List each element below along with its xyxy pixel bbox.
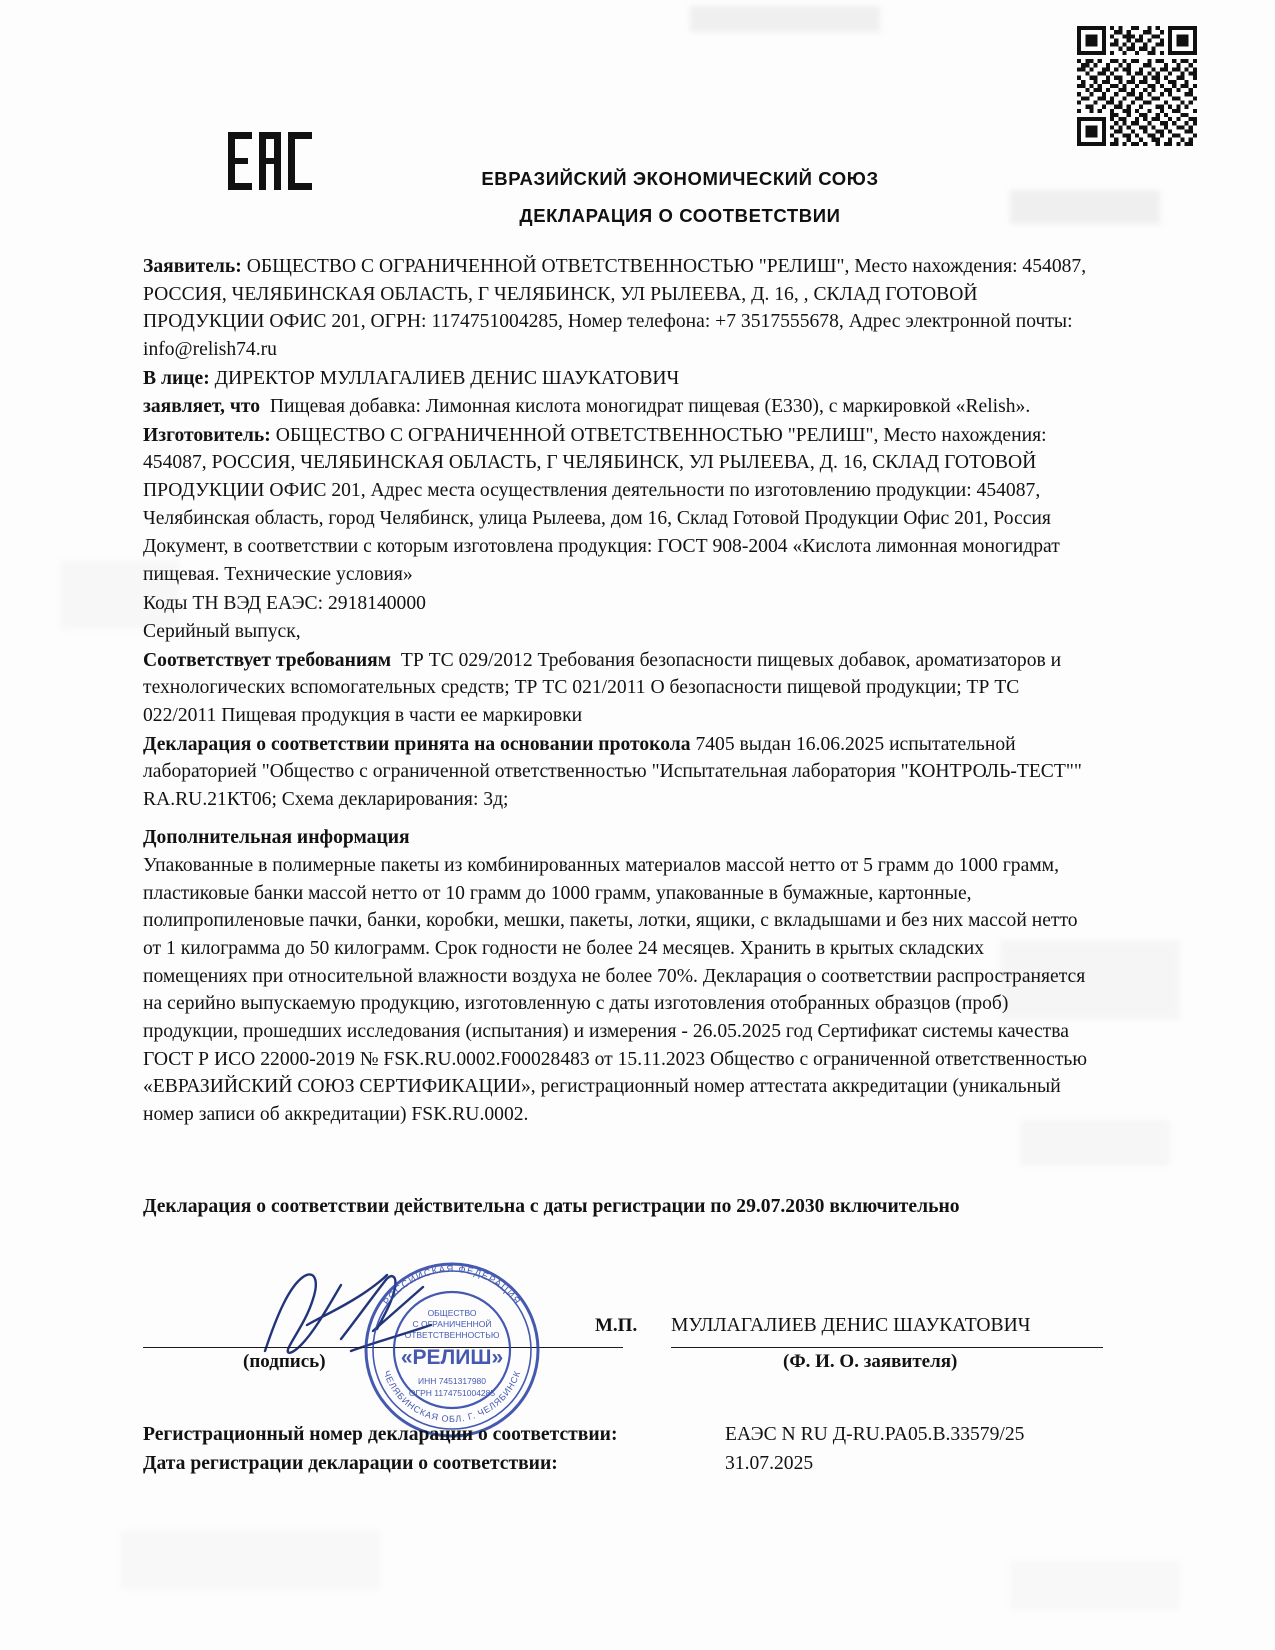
conformity-value: ТР ТС 029/2012 Требования безопасности пищевых добавок, ароматизаторов и технологических вспомогательных средств; ТР ТС 021/2011 О безопасности пищевой продукции; ТР ТС 022/2011 Пищевая продукция в части ее маркировки [143, 649, 1062, 726]
registration-date-value: 31.07.2025 [725, 1453, 814, 1475]
registration-date-row [143, 1449, 1103, 1478]
scan-artifact [1010, 1560, 1180, 1610]
declaration-body [143, 253, 1093, 1129]
registration-date-label: Дата регистрации декларации о соответствии: [143, 1453, 558, 1475]
representative-value: ДИРЕКТОР МУЛЛАГАЛИЕВ ДЕНИС ШАУКАТОВИЧ [214, 367, 680, 389]
signature-caption: (подпись) [243, 1351, 326, 1372]
registration-number-value: ЕАЭС N RU Д-RU.PA05.B.33579/25 [725, 1424, 1025, 1445]
applicant-value: ОБЩЕСТВО С ОГРАНИЧЕННОЙ ОТВЕТСТВЕННОСТЬЮ "РЕЛИШ", Место нахождения: 454087, РОССИЯ, ЧЕЛЯБИНСКАЯ ОБЛАСТЬ, Г ЧЕЛЯБИНСК, УЛ РЫЛЕЕВА, Д. 16, , СКЛАД ГОТОВОЙ ПРОДУКЦИИ ОФИС 201, ОГРН: 1174751004285, Номер телефона: +7 3517555678, Адрес электронной почты: info@relish74.ru [143, 256, 1087, 360]
svg-text:РОССИЙСКАЯ ФЕДЕРАЦИЯ [381, 1264, 522, 1307]
registration-number-label: Регистрационный номер декларации о соответствии: [143, 1424, 618, 1445]
conformity-paragraph [143, 647, 1093, 730]
representative-paragraph [143, 365, 1093, 393]
registration-number-row [143, 1420, 1103, 1449]
tn-ved-codes: Коды ТН ВЭД ЕАЭС: 2918140000 [143, 592, 426, 614]
scan-artifact [1010, 190, 1160, 224]
manufacturer-paragraph [143, 422, 1093, 533]
declares-label: заявляет, что [143, 396, 261, 418]
qr-code [1077, 26, 1197, 146]
signature-block [143, 1255, 1093, 1415]
registration-footer [143, 1420, 1103, 1479]
basis-label: Декларация о соответствии принята на основании протокола [143, 733, 691, 755]
stamp-line-1: ОБЩЕСТВО [427, 1308, 477, 1318]
seal-place-label: М.П. [595, 1315, 638, 1336]
validity-statement: Декларация о соответствии действительна с даты регистрации по 29.07.2030 включительно [143, 1196, 960, 1217]
stamp-line-3: ОТВЕТСТВЕННОСТЬЮ [404, 1330, 500, 1340]
applicant-label: Заявитель: [143, 256, 242, 277]
stamp-line-2: С ОГРАНИЧЕННОЙ [412, 1319, 492, 1329]
signature-rule-right [671, 1347, 1103, 1348]
stamp-ogrn: ОГРН 1174751004285 [408, 1388, 496, 1398]
standard-document: Документ, в соответствии с которым изготовлена продукция: ГОСТ 908-2004 «Кислота лимонная моногидрат пищевая. Технические условия» [143, 536, 1060, 585]
applicant-paragraph [143, 253, 1093, 364]
manufacturer-label: Изготовитель: [143, 424, 271, 446]
stamp-bottom-text: ЧЕЛЯБИНСКАЯ ОБЛ. Г. ЧЕЛЯБИНСК [381, 1369, 523, 1425]
scan-artifact [120, 1530, 380, 1590]
scan-artifact [690, 6, 880, 32]
conformity-label: Соответствует требованиям [143, 649, 392, 671]
declares-value: Пищевая добавка: Лимонная кислота моногидрат пищевая (Е330), с маркировкой «Relish». [269, 396, 1031, 418]
additional-info-text: Упакованные в полимерные пакеты из комбинированных материалов массой нетто от 5 грамм до 1000 грамм, пластиковые банки массой нетто от 10 грамм до 1000 грамм, упакованные в бумажные, картонные, полипропиленовые пачки, банки, коробки, мешки, пакеты, лотки, ящики, с вкладышами и без них массой нетто от 1 килограмма до 50 килограмм. Срок годности не более 24 месяцев. Хранить в крытых складских помещениях при относительной влажности воздуха не более 70%. Декларация о соответствии распространяется на серийно выпускаемую продукцию, изготовленную с даты изготовления отобранных образцов (проб) продукции, прошедших исследования (испытания) и измерения - 26.05.2025 год Сертификат системы качества ГОСТ Р ИСО 22000-2019 № FSK.RU.0002.F00028483 от 15.11.2023 Общество с ограниченной ответственностью «ЕВРАЗИЙСКИЙ СОЮЗ СЕРТИФИКАЦИИ», регистрационный номер аттестата аккредитации (уникальный номер записи об аккредитации) FSK.RU.0002. [143, 855, 1087, 1125]
signer-name: МУЛЛАГАЛИЕВ ДЕНИС ШАУКАТОВИЧ [671, 1315, 1031, 1336]
manufacturer-value: ОБЩЕСТВО С ОГРАНИЧЕННОЙ ОТВЕТСТВЕННОСТЬЮ "РЕЛИШ", Место нахождения: 454087, РОССИЯ, ЧЕЛЯБИНСКАЯ ОБЛАСТЬ, Г ЧЕЛЯБИНСК, УЛ РЫЛЕЕВА, Д. 16, СКЛАД ГОТОВОЙ ПРОДУКЦИИ ОФИС 201, Адрес места осуществления деятельности по изготовлению продукции: 454087, Челябинская область, город Челябинск, улица Рылеева, дом 16, Склад Готовой Продукции Офис 201, Россия [143, 424, 1051, 529]
additional-info-title: Дополнительная информация [143, 826, 410, 848]
eac-mark-icon [226, 130, 316, 192]
serial-release: Серийный выпуск, [143, 621, 301, 643]
header-title-union: ЕВРАЗИЙСКИЙ ЭКОНОМИЧЕСКИЙ СОЮЗ [481, 168, 879, 189]
basis-paragraph [143, 731, 1093, 814]
header-title-declaration: ДЕКЛАРАЦИЯ О СООТВЕТСТВИИ [519, 205, 841, 226]
declares-paragraph [143, 393, 1093, 421]
representative-label: В лице: [143, 367, 210, 389]
stamp-top-text: РОССИЙСКАЯ ФЕДЕРАЦИЯ [381, 1263, 523, 1308]
stamp-inn: ИНН 7451317980 [417, 1376, 487, 1386]
spacer [143, 815, 1093, 824]
stamp-company-name: «РЕЛИШ» [400, 1346, 504, 1369]
signer-name-caption: (Ф. И. О. заявителя) [783, 1351, 958, 1372]
basis-value: 7405 выдан 16.06.2025 испытательной лабораторией "Общество с ограниченной ответственностью "Испытательная лаборатория "КОНТРОЛЬ-ТЕСТ"" RA.RU.21КТ06; Схема декларирования: 3д; [143, 733, 1082, 810]
